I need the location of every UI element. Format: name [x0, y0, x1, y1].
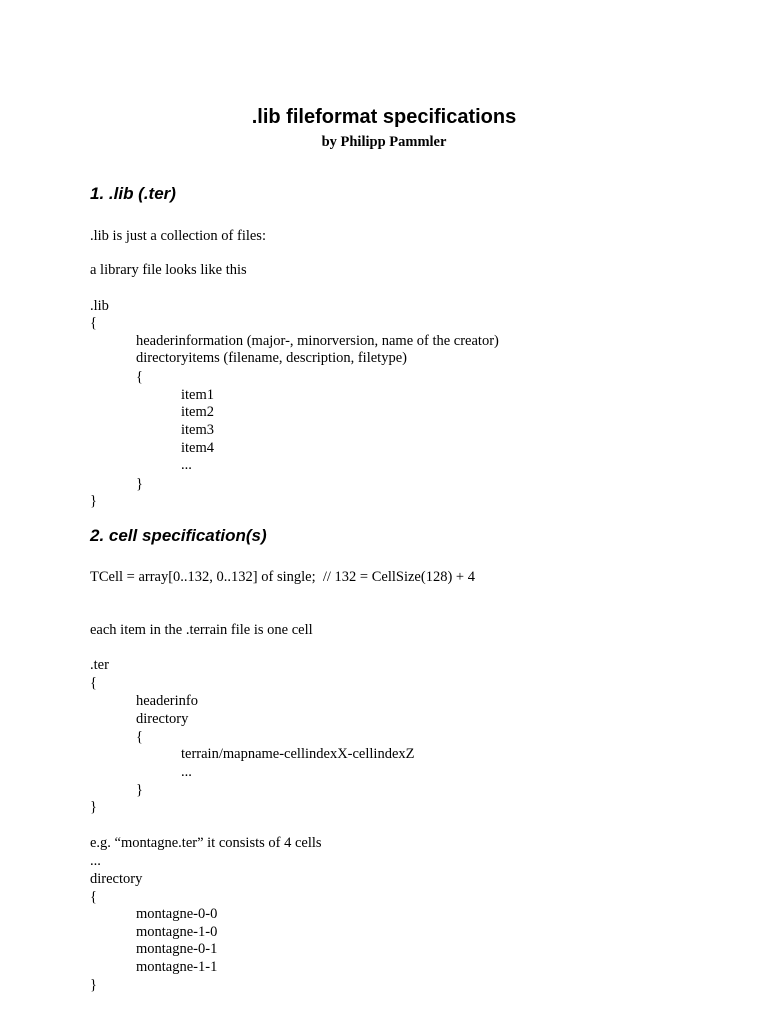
code-line: {	[136, 729, 143, 745]
code-line: ...	[181, 764, 192, 780]
code-line: {	[136, 369, 143, 385]
code-line: }	[90, 493, 97, 509]
code-line: item3	[181, 422, 215, 438]
code-line: }	[90, 977, 97, 993]
code-line: montagne-0-0	[136, 906, 218, 922]
code-line: montagne-0-1	[136, 941, 218, 957]
code-line: headerinformation (major-, minorversion, name of the creator)	[136, 333, 499, 349]
code-line: terrain/mapname-cellindexX-cellindexZ	[181, 746, 415, 762]
code-line: directoryitems (filename, description, filetype)	[136, 350, 407, 366]
section-1-heading: 1. .lib (.ter)	[90, 184, 176, 203]
code-line: item2	[181, 404, 215, 420]
code-line: }	[136, 782, 143, 798]
code-line: montagne-1-0	[136, 924, 218, 940]
code-line: {	[90, 315, 97, 331]
code-line: directory	[90, 871, 143, 887]
document-title: .lib fileformat specifications	[251, 106, 517, 128]
code-line: }	[136, 476, 143, 492]
code-line: item1	[181, 387, 215, 403]
section-2-description: each item in the .terrain file is one cell	[90, 622, 313, 638]
code-line: directory	[136, 711, 189, 727]
code-line: .lib	[90, 298, 109, 314]
code-line: {	[90, 675, 97, 691]
example-description: e.g. “montagne.ter” it consists of 4 cells	[90, 835, 322, 851]
code-line: headerinfo	[136, 693, 198, 709]
section-1-lead: a library file looks like this	[90, 262, 247, 278]
code-line: item4	[181, 440, 215, 456]
section-2-heading: 2. cell specification(s)	[90, 526, 267, 545]
code-line: ...	[90, 853, 101, 869]
code-line: ...	[181, 457, 192, 473]
tcell-definition: TCell = array[0..132, 0..132] of single; // 132 = CellSize(128) + 4	[90, 569, 475, 585]
document-author: by Philipp Pammler	[321, 134, 447, 150]
code-line: }	[90, 799, 97, 815]
code-line: .ter	[90, 657, 109, 673]
code-line: {	[90, 889, 97, 905]
code-line: montagne-1-1	[136, 959, 218, 975]
section-1-intro: .lib is just a collection of files:	[90, 228, 266, 244]
